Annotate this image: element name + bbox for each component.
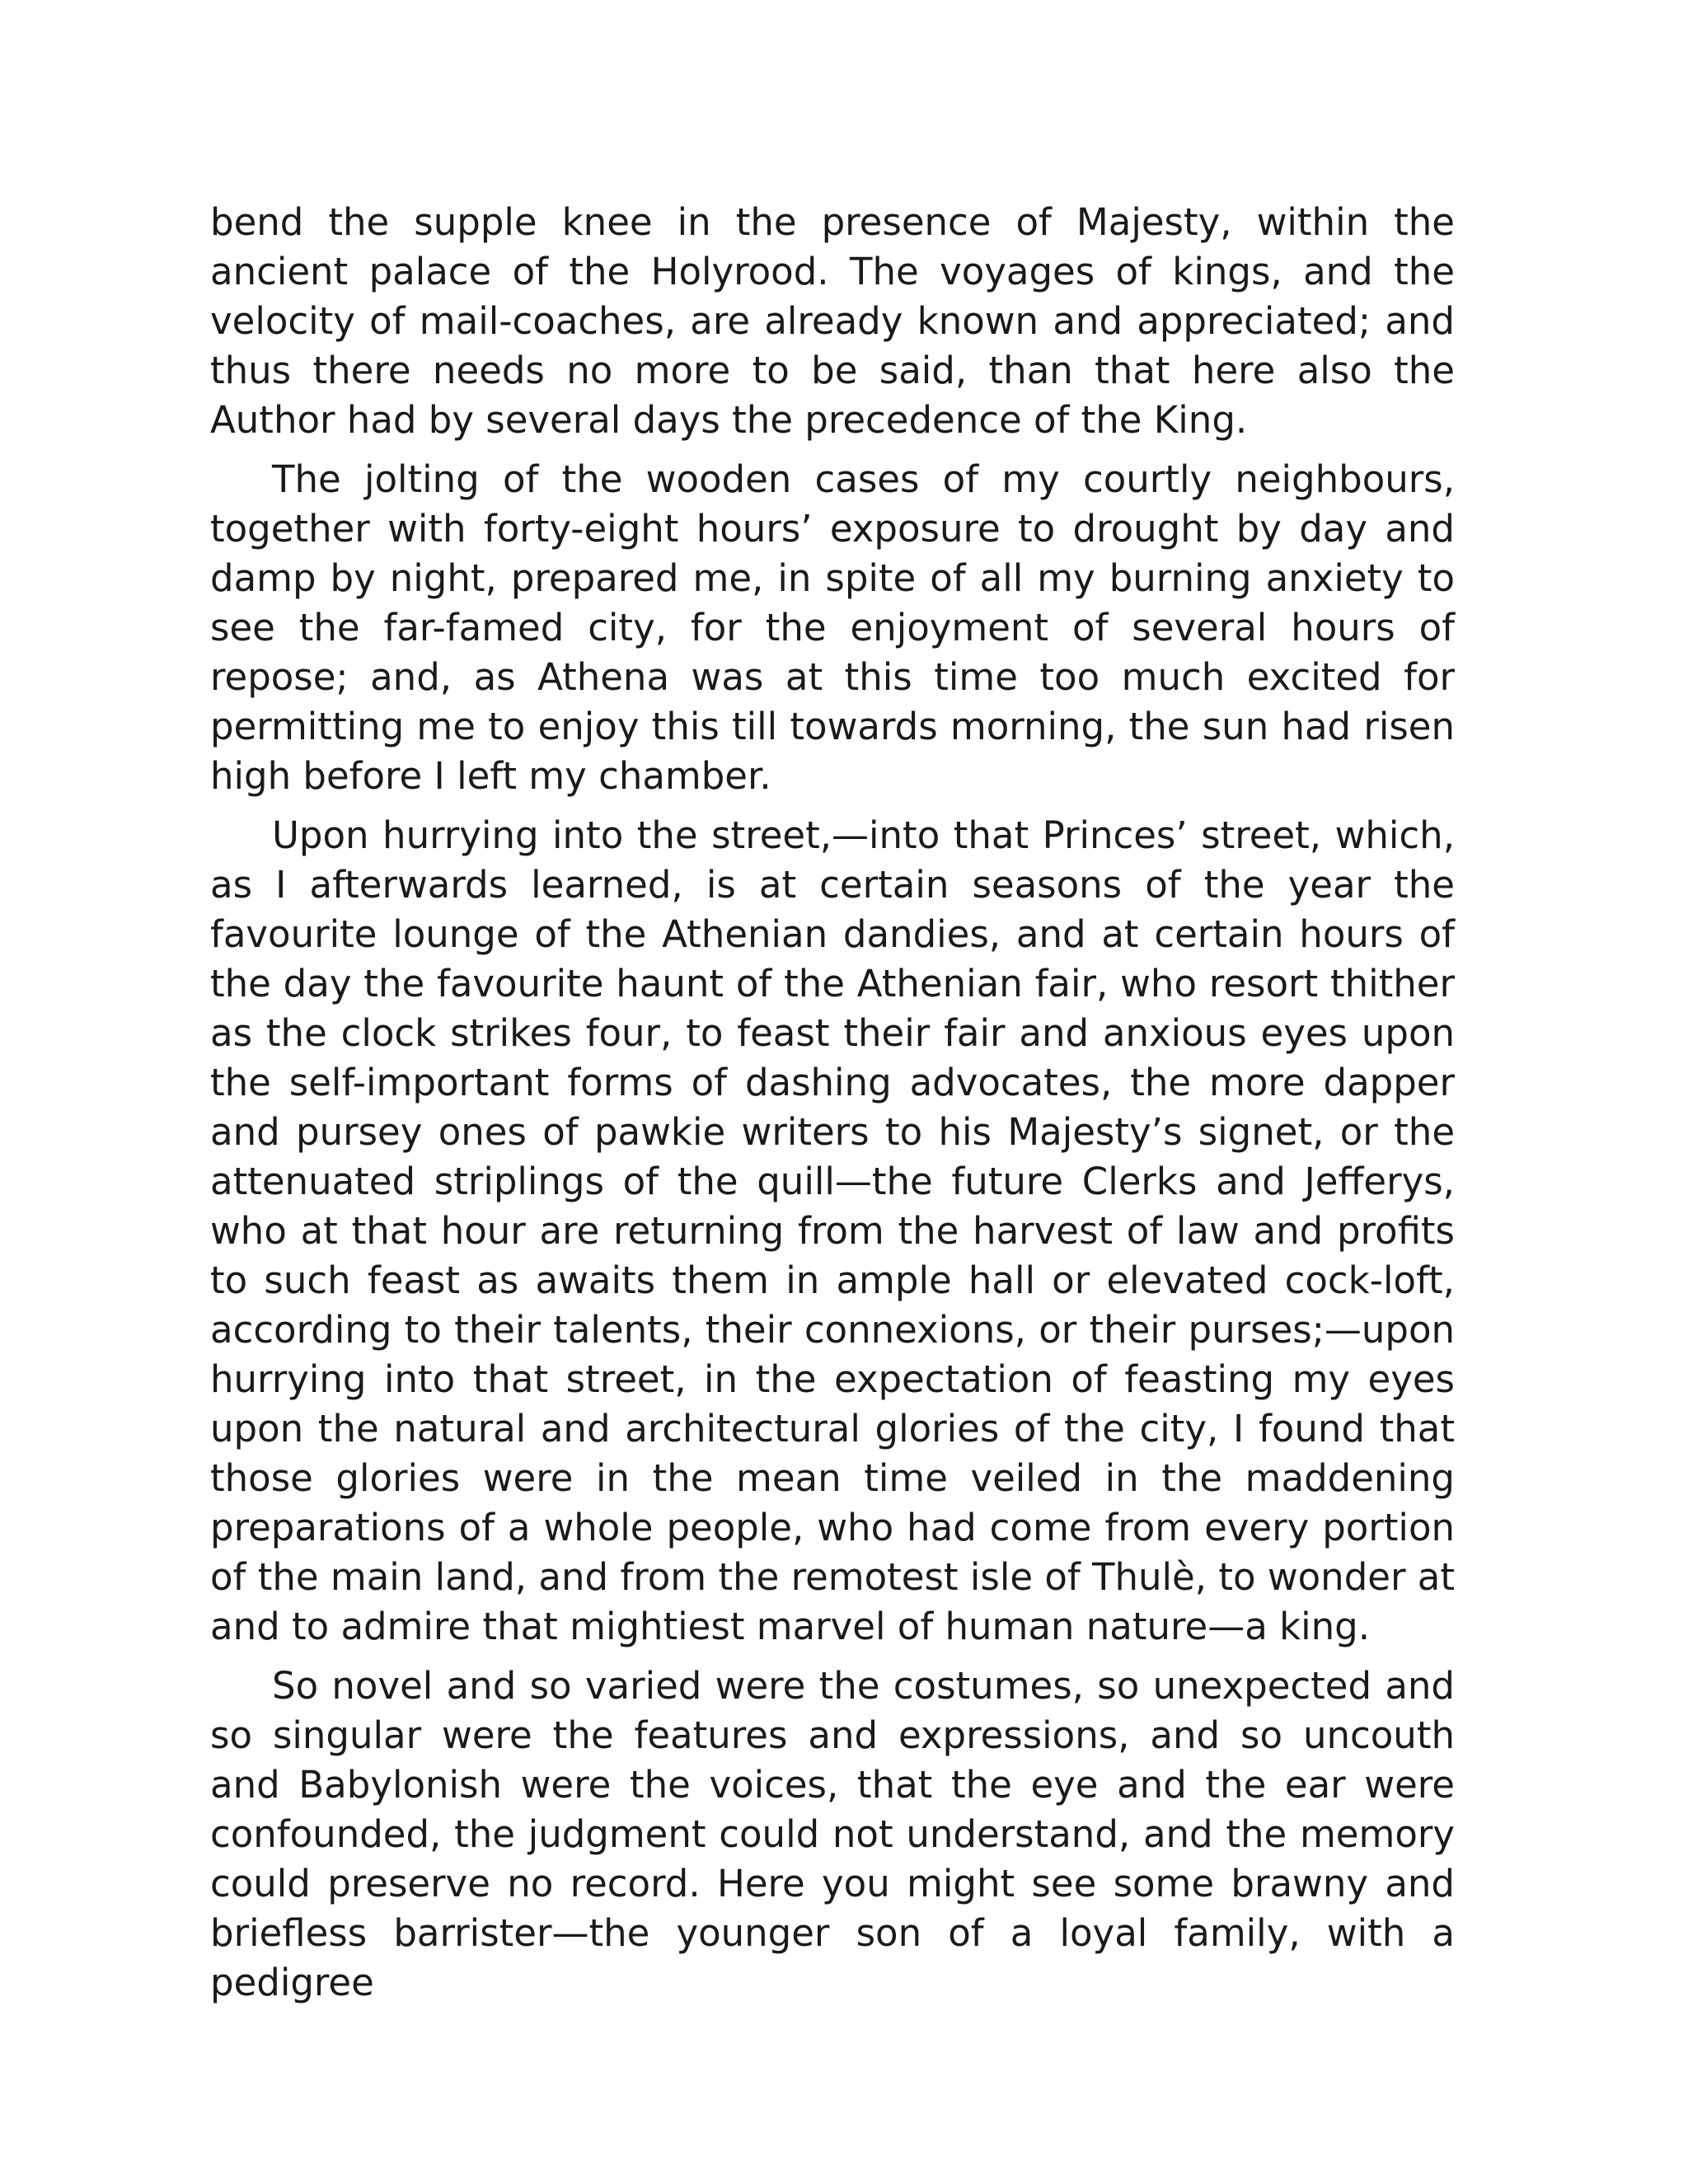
body-text (210, 198, 1455, 2008)
paragraph-2: The jolting of the wooden cases of my courtly neighbours, together with forty-eight hours’ exposure to drought by day and damp by night, prepared me, in spite of all my burning anxiety to see the far-famed city, for the enjoyment of several hours of repose; and, as Athena was at this time too much excited for permitting me to enjoy this till towards morning, the sun had risen high before I left my chamber. (210, 457, 1455, 798)
paragraph-1: bend the supple knee in the presence of Majesty, within the ancient palace of the Holyrood. The voyages of kings, and the velocity of mail-coaches, are already known and appreciated; and thus there needs no more to be said, than that here also the Author had by several days the precedence of the King. (210, 200, 1455, 442)
paragraph-3: Upon hurrying into the street,—into that Princes’ street, which, as I afterwards learned, is at certain seasons of the year the favourite lounge of the Athenian dandies, and at certain hours of the day the favourite haunt of the Athenian fair, who resort thither as the clock strikes four, to feast their fair and anxious eyes upon the self-important forms of dashing advocates, the more dapper and pursey ones of pawkie writers to his Majesty’s signet, or the attenuated striplings of the quill—the future Clerks and Jefferys, who at that hour are returning from the harvest of law and profits to such feast as awaits them in ample hall or elevated cock-loft, according to their talents, their connexions, or their purses;—upon hurrying into that street, in the expectation of feasting my eyes upon the natural and architectural glories of the city, I found that those glories were in the mean time veiled in the maddening preparations of a whole people, who had come from every portion of the main land, and from the remotest isle of Thulè, to wonder at and to admire that mightiest marvel of human nature—a king. (210, 813, 1455, 1648)
paragraph-4: So novel and so varied were the costumes, so unexpected and so singular were the features and expressions, and so uncouth and Babylonish were the voices, that the eye and the ear were confounded, the judgment could not understand, and the memory could preserve no record. Here you might see some brawny and briefless barrister—the younger son of a loyal family, with a pedigree (210, 1664, 1455, 2004)
